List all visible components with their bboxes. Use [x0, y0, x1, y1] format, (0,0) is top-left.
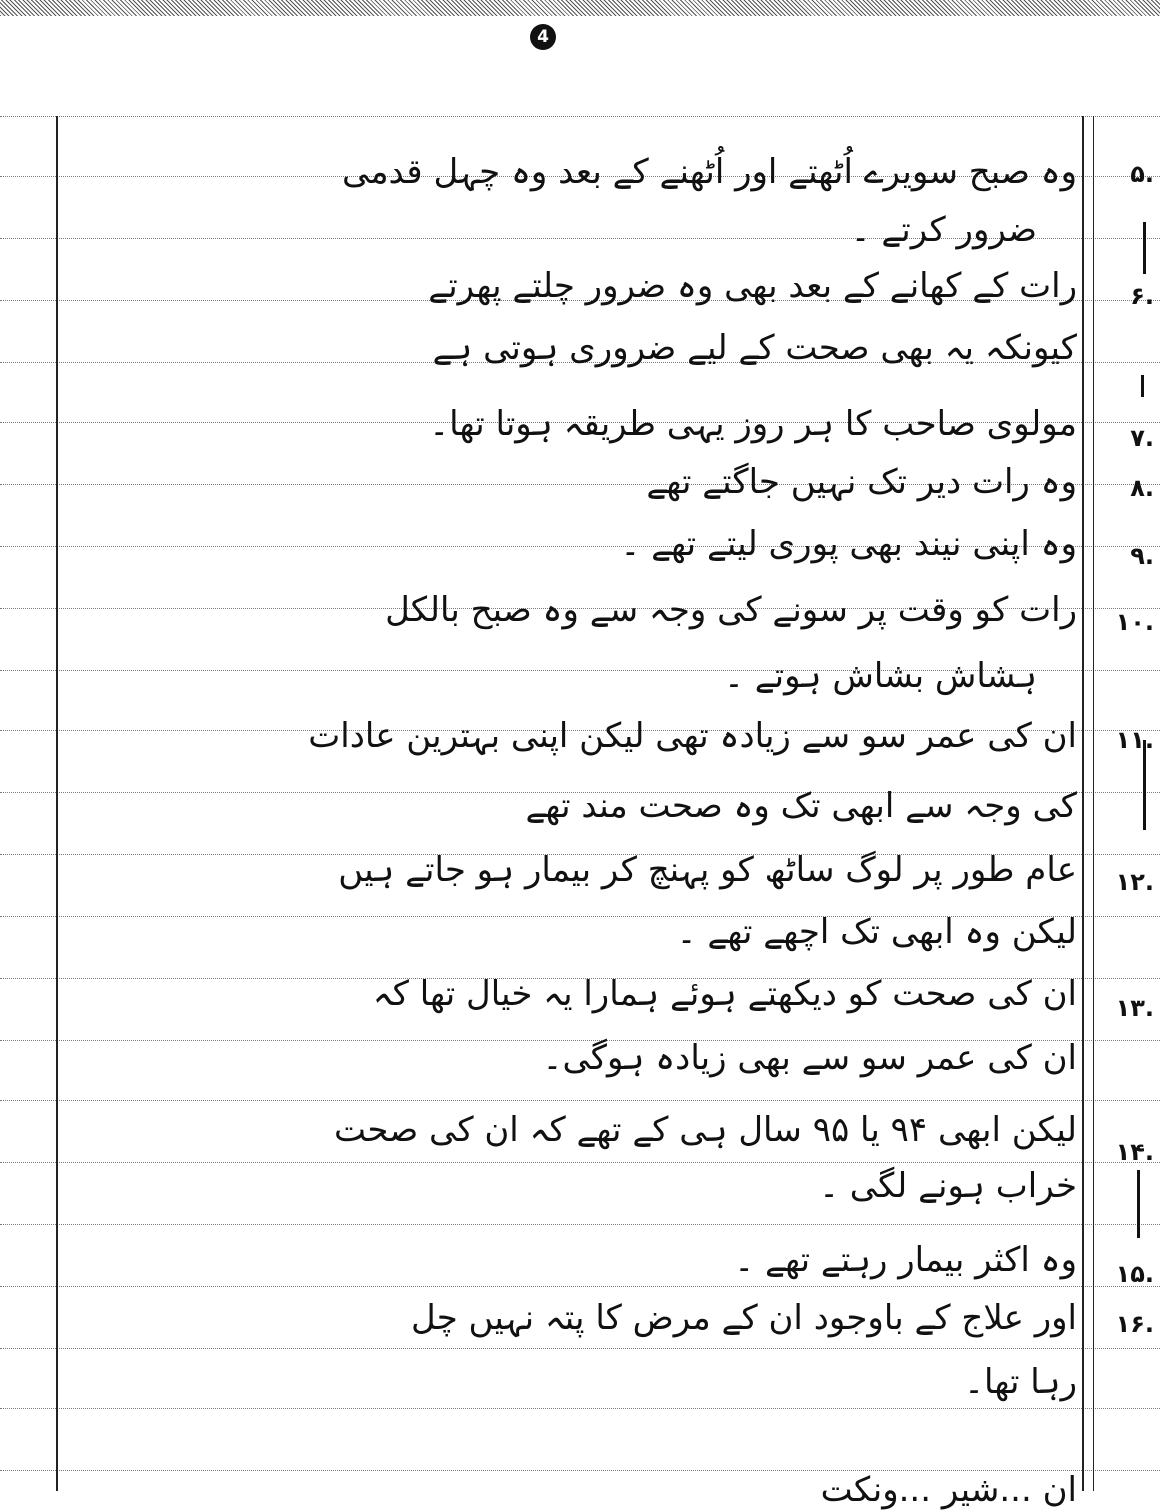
rule-line: [0, 1162, 1160, 1163]
text-line: کی وجہ سے ابھی تک وہ صحت مند تھے: [525, 786, 1077, 826]
text-line: اور علاج کے باوجود ان کے مرض کا پتہ نہیں چل: [410, 1298, 1077, 1338]
text-line-cut-off: ان ...شیر ...ونکت: [820, 1470, 1077, 1510]
item-number: .۷: [1130, 424, 1154, 452]
text-line: خراب ہونے لگی ۔: [819, 1166, 1077, 1206]
rule-line: [0, 1286, 1160, 1287]
item-number: .۱۴: [1115, 1138, 1154, 1166]
text-line: رہا تھا۔: [964, 1362, 1077, 1402]
item-number: .۵: [1130, 160, 1154, 188]
text-line: ہشاش بشاش ہوتے ۔: [724, 656, 1037, 696]
margin-tick-mark: [1143, 222, 1146, 274]
text-line: وہ اپنی نیند بھی پوری لیتے تھے ۔: [620, 524, 1077, 564]
rule-line: [0, 1348, 1160, 1349]
text-line: ان کی عمر سو سے زیادہ تھی لیکن اپنی بہترین عادات: [308, 716, 1077, 756]
item-number: .۹: [1130, 542, 1154, 570]
text-line: مولوی صاحب کا ہر روز یہی طریقہ ہوتا تھا۔: [429, 404, 1077, 444]
rule-line: [0, 1224, 1160, 1225]
rule-line: [0, 116, 1160, 117]
item-number: .۱۱: [1115, 726, 1154, 754]
rule-line: [0, 1408, 1160, 1409]
text-line: لیکن وہ ابھی تک اچھے تھے ۔: [676, 912, 1077, 952]
text-line: رات کے کھانے کے بعد بھی وہ ضرور چلتے پھرتے: [428, 266, 1077, 306]
text-line: وہ صبح سویرے اُٹھتے اور اُٹھنے کے بعد وہ چہل قدمی: [341, 152, 1077, 192]
text-line: کیونکہ یہ بھی صحت کے لیے ضروری ہوتی ہے: [432, 328, 1077, 368]
text-line: وہ رات دیر تک نہیں جاگتے تھے: [646, 462, 1077, 502]
item-number: .۱۰: [1115, 608, 1154, 636]
item-number: .۱۶: [1115, 1310, 1154, 1338]
item-number: .۶: [1130, 282, 1154, 310]
text-line: عام طور پر لوگ ساٹھ کو پہنچ کر بیمار ہو جاتے ہیں: [338, 850, 1077, 890]
text-line: رات کو وقت پر سونے کی وجہ سے وہ صبح بالکل: [385, 590, 1077, 630]
text-line: ضرور کرتے ۔: [850, 210, 1037, 250]
item-number: .۱۵: [1115, 1260, 1154, 1288]
text-line: وہ اکثر بیمار رہتے تھے ۔: [734, 1240, 1077, 1280]
right-margin-line: [1082, 116, 1084, 1491]
item-number: .۱۳: [1115, 994, 1154, 1022]
text-line: لیکن ابھی ۹۴ یا ۹۵ سال ہی کے تھے کہ ان کی صحت: [333, 1110, 1077, 1150]
right-margin-line-inner: [1093, 116, 1094, 1491]
left-margin-line: [56, 116, 58, 1491]
text-line: ان کی صحت کو دیکھتے ہوئے ہمارا یہ خیال تھا کہ: [372, 974, 1077, 1014]
text-line: ان کی عمر سو سے بھی زیادہ ہوگی۔: [542, 1038, 1077, 1078]
item-number: .۸: [1130, 474, 1154, 502]
top-dotted-band: [0, 0, 1160, 16]
page-number: 4: [530, 24, 556, 50]
margin-tick-mark: [1137, 1170, 1140, 1238]
item-number: .۱۲: [1115, 868, 1154, 896]
rule-line: [0, 1100, 1160, 1101]
margin-tick-mark: [1141, 375, 1144, 397]
